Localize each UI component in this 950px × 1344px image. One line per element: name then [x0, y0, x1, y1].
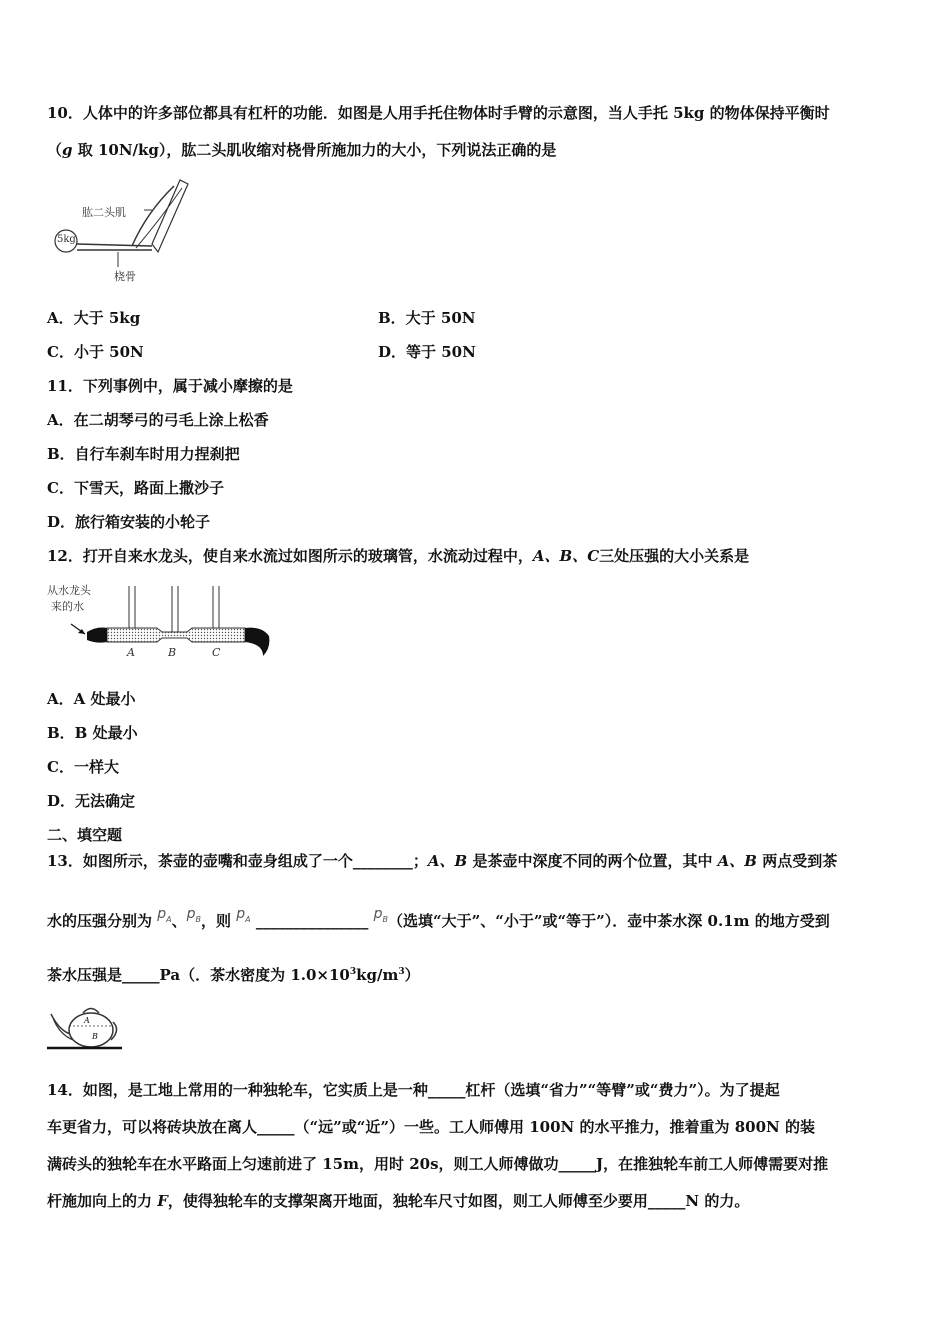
muscle-label: 肱二头肌 — [82, 206, 126, 219]
q14-line4: 杆施加向上的力 F，使得独轮车的支撑架离开地面，独轮车尺寸如图，则工人师傅至少要用_____N 的力。 — [47, 1192, 750, 1210]
q12-option-d[interactable]: D．无法确定 — [47, 792, 136, 810]
pa-symbol: $p_A$ — [157, 906, 172, 924]
q11-option-a[interactable]: A．在二胡琴弓的弓毛上涂上松香 — [47, 411, 269, 429]
q10-stem-line2: （g 取 10N/kg），肱二头肌收缩对桡骨所施加力的大小，下列说法正确的是 — [47, 141, 557, 159]
teapot-point-b: B — [92, 1032, 98, 1041]
mass-label: 5kg — [57, 234, 76, 245]
pb-symbol-2: $p_B$ — [373, 906, 389, 924]
pb-symbol: $p_B$ — [186, 906, 202, 924]
q14-line1: 14．如图，是工地上常用的一种独轮车，它实质上是一种_____杠杆（选填“省力”“等臂”或“费力”）。为了提起 — [47, 1081, 780, 1099]
q12-option-b[interactable]: B．B 处最小 — [47, 724, 138, 742]
section-heading: 二、填空题 — [47, 826, 123, 844]
q10-stem-line1: 10．人体中的许多部位都具有杠杆的功能．如图是人用手托住物体时手臂的示意图，当人手托 5kg 的物体保持平衡时 — [47, 104, 830, 122]
q13-line3: 茶水压强是_____Pa（．茶水密度为 $1.0\times 10^3kg/m^3$） — [47, 966, 420, 984]
pa-symbol-2: $p_A$ — [236, 906, 251, 924]
q12-stem: 12．打开自来水龙头，使自来水流过如图所示的玻璃管，水流动过程中，A、B、C三处压强的大小关系是 — [47, 547, 750, 565]
glass-tube-figure — [47, 580, 272, 662]
q14-line3: 满砖头的独轮车在水平路面上匀速前进了 15m，用时 20s，则工人师傅做功_____J，在推独轮车前工人师傅需要对推 — [47, 1155, 829, 1173]
q12-option-a[interactable]: A．A 处最小 — [47, 690, 136, 708]
teapot-figure — [47, 1000, 122, 1056]
q13-line1: 13．如图所示，茶壶的壶嘴和壶身组成了一个________；A、B 是茶壶中深度不同的两个位置，其中 A、B 两点受到茶 — [47, 852, 838, 870]
q10-option-b[interactable]: B．大于 50N — [378, 309, 476, 327]
point-b-label: B — [168, 646, 177, 659]
q13-answer-blank[interactable]: _______________ — [255, 912, 369, 930]
q11-option-c[interactable]: C．下雪天，路面上撒沙子 — [47, 479, 224, 497]
bone-label: 桡骨 — [114, 270, 136, 283]
q14-line2: 车更省力，可以将砖块放在离人_____（“远”或“近”）一些。工人师傅用 100N 的水平推力，推着重为 800N 的装 — [47, 1118, 815, 1136]
water-source-label-2: 来的水 — [51, 600, 84, 613]
point-a-label: A — [127, 646, 135, 659]
q13-line2: 水的压强分别为 $p_A$、$p_B$，则 $p_A$ _______________ $p_B$（选填“大于”、“小于”或“等于”）．壶中茶水深 0.1m 的地方受到 — [47, 906, 830, 930]
q10-option-a[interactable]: A．大于 5kg — [47, 309, 141, 327]
teapot-point-a: A — [84, 1016, 90, 1025]
q12-option-c[interactable]: C．一样大 — [47, 758, 119, 776]
q11-option-b[interactable]: B．自行车刹车时用力捏刹把 — [47, 445, 240, 463]
q11-option-d[interactable]: D．旅行箱安装的小轮子 — [47, 513, 211, 531]
q11-stem: 11．下列事例中，属于减小摩擦的是 — [47, 377, 293, 395]
water-source-label-1: 从水龙头 — [47, 584, 91, 597]
q10-option-d[interactable]: D．等于 50N — [378, 343, 476, 361]
q10-option-c[interactable]: C．小于 50N — [47, 343, 144, 361]
arm-lever-figure — [52, 172, 202, 284]
point-c-label: C — [212, 646, 221, 659]
